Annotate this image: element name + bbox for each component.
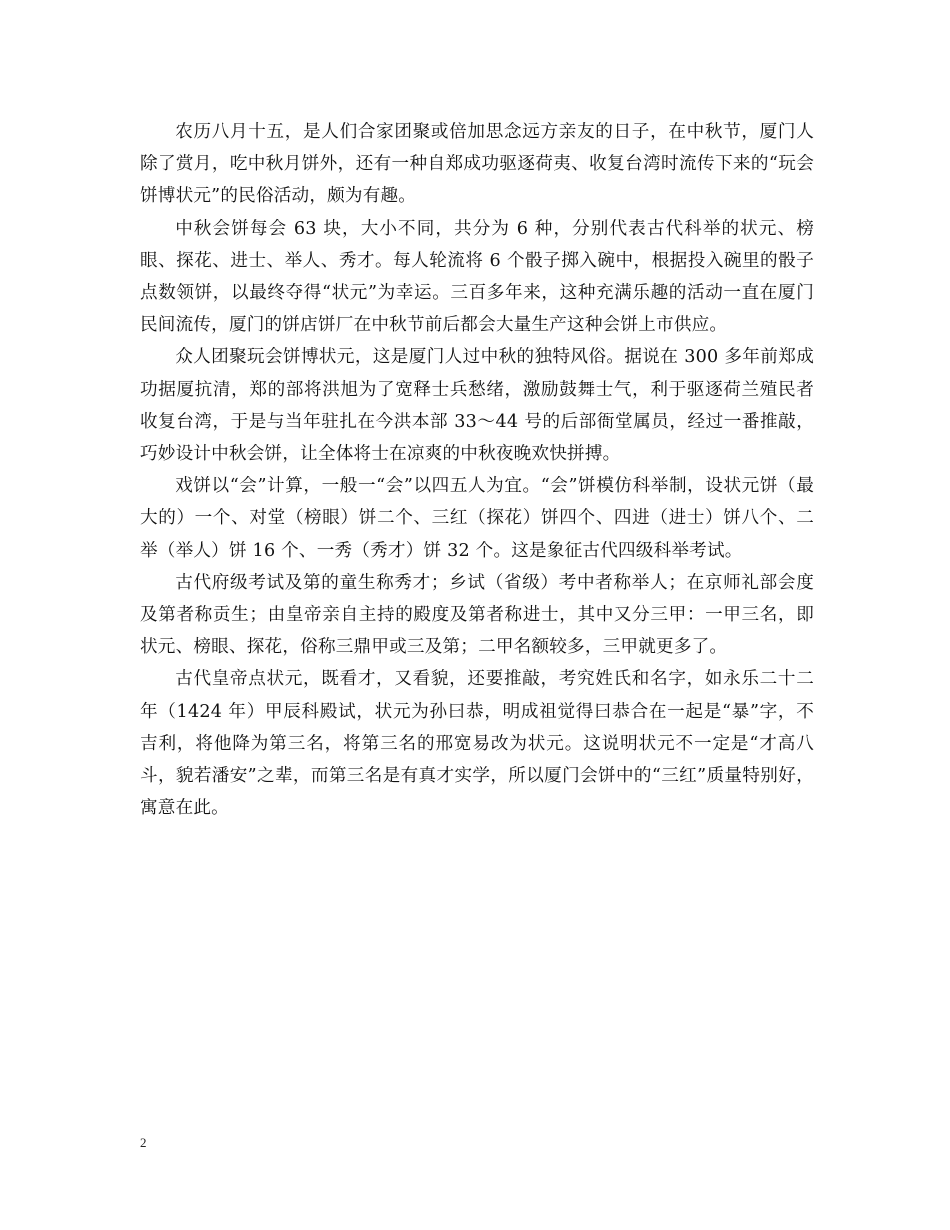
paragraph-5: 古代府级考试及第的童生称秀才；乡试（省级）考中者称举人；在京师礼部会度及第者称贡生；由皇帝亲自主持的殿度及第者称进士，其中又分三甲：一甲三名，即状元、榜眼、探花，俗称三鼎甲或三及第；二甲名额较多，三甲就更多了。 [140, 572, 814, 658]
paragraph-4: 戏饼以“会”计算，一般一“会”以四五人为宜。“会”饼模仿科举制，设状元饼（最大的）一个、对堂（榜眼）饼二个、三红（探花）饼四个、四进（进士）饼八个、二举（举人）饼 16 个、一秀（秀才）饼 32 个。这是象征古代四级科举考试。 [140, 476, 814, 561]
paragraph-3: 众人团聚玩会饼博状元，这是厦门人过中秋的独特风俗。据说在 300 多年前郑成功据厦抗清，郑的部将洪旭为了宽释士兵愁绪，激励鼓舞士气，利于驱逐荷兰殖民者收复台湾，于是与当年驻扎在今洪本部 33～44 号的后部衙堂属员，经过一番推敲，巧妙设计中秋会饼，让全体将士在凉爽的中秋夜晚欢快拼搏。 [140, 347, 814, 465]
paragraph-6: 古代皇帝点状元，既看才，又看貌，还要推敲，考究姓氏和名字，如永乐二十二年（1424 年）甲辰科殿试，状元为孙曰恭，明成祖觉得曰恭合在一起是“暴”字，不吉利，将他降为第三名，将第三名的邢宽易改为状元。这说明状元不一定是“才高八斗，貌若潘安”之辈，而第三名是有真才实学，所以厦门会饼中的“三红”质量特别好，寓意在此。 [140, 669, 814, 819]
document-body [140, 116, 814, 824]
page-number: 2 [140, 1135, 147, 1150]
paragraph-2: 中秋会饼每会 63 块，大小不同，共分为 6 种，分别代表古代科举的状元、榜眼、探花、进士、举人、秀才。每人轮流将 6 个骰子掷入碗中，根据投入碗里的骰子点数领饼，以最终夺得“状元”为幸运。三百多年来，这种充满乐趣的活动一直在厦门民间流传，厦门的饼店饼厂在中秋节前后都会大量生产这种会饼上市供应。 [140, 218, 814, 336]
paragraph-1: 农历八月十五，是人们合家团聚或倍加思念远方亲友的日子，在中秋节，厦门人除了赏月，吃中秋月饼外，还有一种自郑成功驱逐荷夷、收复台湾时流传下来的“玩会饼博状元”的民俗活动，颇为有趣。 [140, 122, 814, 207]
